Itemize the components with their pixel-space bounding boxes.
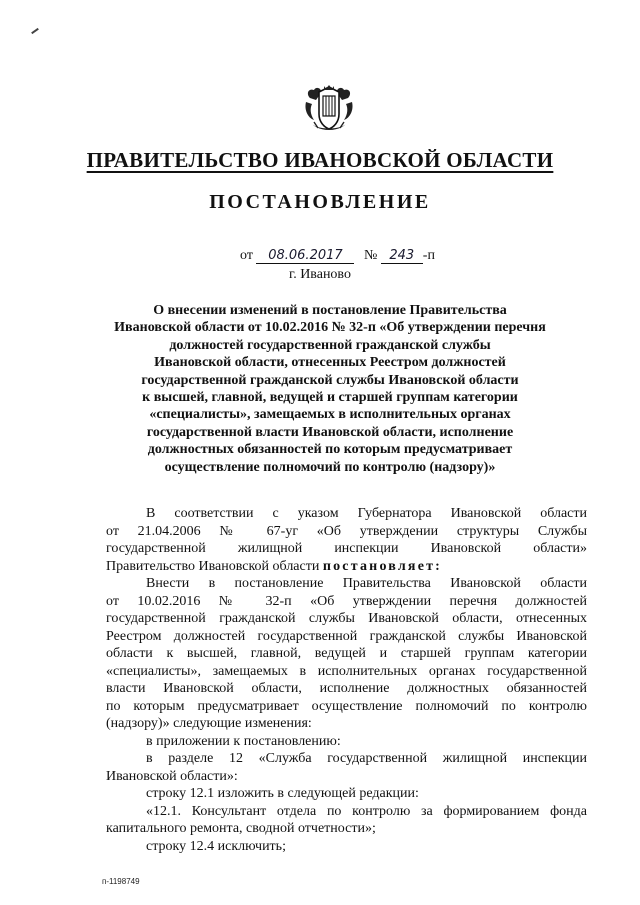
body-line: Ивановской области»: [106,768,238,784]
body-line: «12.1. Консультант отдела по контролю за формированием фонда [146,803,587,819]
margin-pen-mark [31,28,39,34]
document-code: п-1198749 [102,877,140,886]
body-line: государственной гражданской службы Ивановской области, отнесенных [106,611,587,626]
subject-line: к высшей, главной, ведущей и старшей группам категории [142,390,518,406]
body-line [106,558,587,576]
handwritten-date: 08.06.2017 [256,249,354,264]
handwritten-number: 243 [381,249,423,264]
body-line: по которым предусматривает осуществление полномочий по контролю [106,698,587,714]
city-line: г. Иваново [289,267,351,282]
body-line: Внести в постановление Правительства Ивановской области [146,576,587,591]
subject-line: государственной власти Ивановской области, исполнение [146,424,514,440]
body-line: В соответствии с указом Губернатора Ивановской области [146,506,587,521]
body-line: «специалисты», замещаемых в исполнительных органах государственной [106,663,587,679]
date-prefix: от [240,248,253,263]
subject-line: должностей государственной гражданской службы [169,337,491,353]
body-text: Правительство Ивановской области [106,558,323,574]
body-line: (надзору)» следующие изменения: [106,716,312,731]
date-number-line [240,248,435,264]
subject-line: «специалисты», замещаемых в исполнительных органах [149,407,511,423]
body-line: в приложении к постановлению: [146,733,341,749]
body-line: Реестром должностей государственной гражданской службы Ивановской [106,628,587,644]
body-line: капитального ремонта, сводной отчетности»; [106,821,376,836]
number-suffix: -п [422,248,435,263]
coat-of-arms-emblem [302,84,356,134]
body-line: от 21.04.2006 № 67-уг «Об утверждении структуры Службы [106,523,587,539]
subject-line: Ивановской области от 10.02.2016 № 32-п «Об утверждении перечня [114,320,546,336]
body-line: строку 12.4 исключить; [146,838,286,854]
body-line: от 10.02.2016 № 32-п «Об утверждении перечня должностей [106,593,587,609]
subject-line: государственной гражданской службы Ивановской области [141,372,519,388]
subject-line: О внесении изменений в постановление Правительства [153,303,507,318]
resolution-keyword: постановляет: [322,558,443,574]
number-prefix: № [363,248,378,263]
subject-line: должностных обязанностей по которым предусматривает [147,442,513,458]
body-line: строку 12.1 изложить в следующей редакции: [146,786,419,801]
subject-line: Ивановской области, отнесенных Реестром должностей [154,355,506,371]
body-line: государственной жилищной инспекции Ивановской области» [106,541,587,556]
document-type-title: ПОСТАНОВЛЕНИЕ [209,191,431,213]
subject-heading [100,302,560,476]
government-title: ПРАВИТЕЛЬСТВО ИВАНОВСКОЙ ОБЛАСТИ [86,148,554,172]
body-line: в разделе 12 «Служба государственной жилищной инспекции [146,751,587,766]
document-body [106,505,587,855]
body-line: власти Ивановской области, исполнение должностных обязанностей [106,681,587,696]
body-line: области к высшей, главной, ведущей и старшей группам категории [106,646,587,661]
subject-line: осуществление полномочий по контролю (надзору)» [164,459,496,475]
